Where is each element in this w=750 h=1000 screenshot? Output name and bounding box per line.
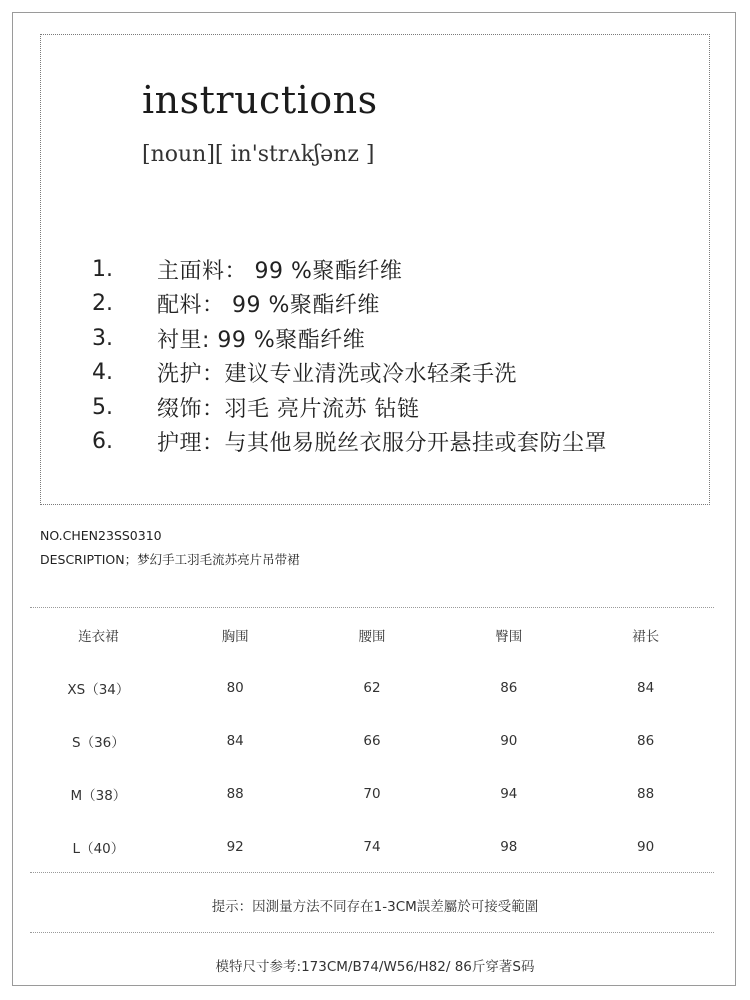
care-list xyxy=(92,252,607,459)
table-cell: 86 xyxy=(636,732,655,749)
column-header: 连衣裙 xyxy=(78,628,119,645)
column-header: 臀围 xyxy=(495,628,523,645)
care-item-text: 主面料： 99 %聚酯纤维 xyxy=(157,258,403,284)
care-item xyxy=(92,390,607,425)
table-row xyxy=(30,661,714,714)
care-item-number: 4. xyxy=(92,360,113,386)
care-item-number: 1. xyxy=(92,256,113,282)
care-item-text: 洗护：建议专业清洗或冷水轻柔手洗 xyxy=(157,362,518,388)
table-cell: 86 xyxy=(500,679,518,696)
table-cell: 88 xyxy=(226,785,244,802)
table-cell: 70 xyxy=(363,785,381,802)
care-item xyxy=(92,356,607,391)
table-cell: 84 xyxy=(226,732,244,749)
table-cell: 98 xyxy=(500,838,518,855)
table-cell: 80 xyxy=(226,679,244,696)
care-item xyxy=(92,287,607,322)
table-row xyxy=(30,767,714,820)
model-reference: 模特尺寸参考:173CM/B74/W56/H82/ 86斤穿著S码 xyxy=(215,959,535,975)
measurement-note: 提示：因測量方法不同存在1-3CM誤差屬於可接受範圍 xyxy=(211,899,539,915)
care-item xyxy=(92,252,607,287)
care-item xyxy=(92,425,607,460)
table-cell: 88 xyxy=(636,785,655,802)
care-item-number: 2. xyxy=(92,291,113,317)
size-table xyxy=(30,608,714,873)
table-row xyxy=(30,714,714,767)
table-cell: 66 xyxy=(363,732,381,749)
table-cell: 90 xyxy=(636,838,655,855)
care-item-text: 护理：与其他易脱丝衣服分开悬挂或套防尘罩 xyxy=(157,431,608,457)
table-cell: 84 xyxy=(636,679,655,696)
size-label-cell: XS（34） xyxy=(67,681,130,698)
table-cell: 94 xyxy=(500,785,518,802)
care-item-number: 3. xyxy=(92,325,113,351)
care-item-text: 衬里: 99 %聚酯纤维 xyxy=(157,327,366,353)
column-header: 胸围 xyxy=(221,628,249,645)
product-number: NO.CHEN23SS0310 xyxy=(40,528,162,543)
product-description: DESCRIPTION；梦幻手工羽毛流苏亮片吊带裙 xyxy=(40,552,300,567)
care-item-text: 缀饰：羽毛 亮片流苏 钻链 xyxy=(157,396,420,422)
divider xyxy=(30,932,714,933)
column-header: 腰围 xyxy=(358,628,386,645)
table-row xyxy=(30,820,714,873)
care-item-text: 配料： 99 %聚酯纤维 xyxy=(157,293,380,319)
care-item-number: 6. xyxy=(92,429,113,455)
column-header: 裙长 xyxy=(632,628,660,645)
care-item xyxy=(92,321,607,356)
table-cell: 74 xyxy=(363,838,381,855)
instructions-phonetic: [noun][ in'strʌkʃənz ] xyxy=(142,142,375,167)
table-cell: 62 xyxy=(363,679,381,696)
size-label-cell: M（38） xyxy=(70,787,127,804)
divider xyxy=(30,872,714,873)
size-label-cell: S（36） xyxy=(72,734,125,751)
care-item-number: 5. xyxy=(92,394,113,420)
size-label-cell: L（40） xyxy=(72,840,125,857)
instructions-title: instructions xyxy=(142,78,378,122)
table-cell: 90 xyxy=(500,732,518,749)
table-cell: 92 xyxy=(226,838,244,855)
size-table-header xyxy=(30,608,714,661)
